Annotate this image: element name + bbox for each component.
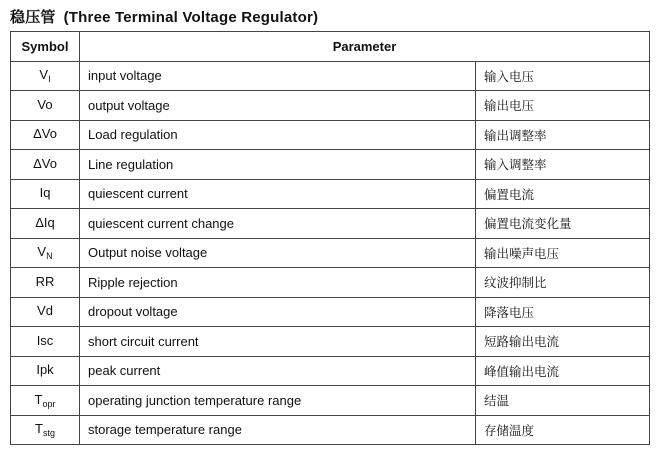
- parameter-english: Line regulation: [80, 150, 476, 180]
- parameter-chinese: 降落电压: [476, 297, 650, 327]
- parameter-chinese: 输入调整率: [476, 150, 650, 180]
- document-title: [10, 6, 318, 27]
- table-row: [11, 356, 650, 386]
- symbol-cell: $V_N$: [11, 238, 80, 268]
- table-row: [11, 415, 650, 445]
- parameter-chinese: 结温: [476, 386, 650, 416]
- symbol-cell: Ipk: [11, 356, 80, 386]
- title-chinese: 稳压管: [10, 8, 56, 26]
- table-row: [11, 238, 650, 268]
- parameter-english: short circuit current: [80, 327, 476, 357]
- header-symbol: Symbol: [11, 32, 80, 62]
- parameter-english: storage temperature range: [80, 415, 476, 445]
- parameter-chinese: 纹波抑制比: [476, 268, 650, 298]
- symbol-cell: RR: [11, 268, 80, 298]
- symbol-cell: Vo: [11, 91, 80, 121]
- symbol-cell: $T_{stg}$: [11, 415, 80, 445]
- table-row: [11, 179, 650, 209]
- parameter-english: quiescent current: [80, 179, 476, 209]
- table-row: [11, 268, 650, 298]
- table-header-row: [11, 32, 650, 62]
- symbol-cell: Vd: [11, 297, 80, 327]
- parameter-chinese: 短路输出电流: [476, 327, 650, 357]
- parameter-english: input voltage: [80, 61, 476, 91]
- parameter-chinese: 输出调整率: [476, 120, 650, 150]
- parameter-chinese: 输出噪声电压: [476, 238, 650, 268]
- symbol-cell: $V_I$: [11, 61, 80, 91]
- table-row: [11, 327, 650, 357]
- parameter-chinese: 偏置电流: [476, 179, 650, 209]
- symbol-cell: Iq: [11, 179, 80, 209]
- table-body: [11, 61, 650, 445]
- symbol-cell: ΔVo: [11, 120, 80, 150]
- parameter-english: Ripple rejection: [80, 268, 476, 298]
- title-english: (Three Terminal Voltage Regulator): [63, 9, 319, 26]
- table-row: [11, 209, 650, 239]
- parameter-chinese: 输入电压: [476, 61, 650, 91]
- table-row: [11, 91, 650, 121]
- parameter-english: peak current: [80, 356, 476, 386]
- header-parameter: Parameter: [80, 32, 650, 62]
- parameter-english: output voltage: [80, 91, 476, 121]
- parameter-chinese: 存储温度: [476, 415, 650, 445]
- parameter-chinese: 偏置电流变化量: [476, 209, 650, 239]
- table-row: [11, 150, 650, 180]
- parameter-english: Load regulation: [80, 120, 476, 150]
- parameter-english: dropout voltage: [80, 297, 476, 327]
- symbol-cell: ΔIq: [11, 209, 80, 239]
- parameter-english: quiescent current change: [80, 209, 476, 239]
- parameter-english: operating junction temperature range: [80, 386, 476, 416]
- symbol-cell: $T_{opr}$: [11, 386, 80, 416]
- symbol-cell: ΔVo: [11, 150, 80, 180]
- table-row: [11, 297, 650, 327]
- table-row: [11, 120, 650, 150]
- regulator-parameter-table: [10, 31, 650, 445]
- symbol-cell: Isc: [11, 327, 80, 357]
- parameter-chinese: 峰值输出电流: [476, 356, 650, 386]
- parameter-english: Output noise voltage: [80, 238, 476, 268]
- parameter-chinese: 输出电压: [476, 91, 650, 121]
- table-row: [11, 61, 650, 91]
- table-row: [11, 386, 650, 416]
